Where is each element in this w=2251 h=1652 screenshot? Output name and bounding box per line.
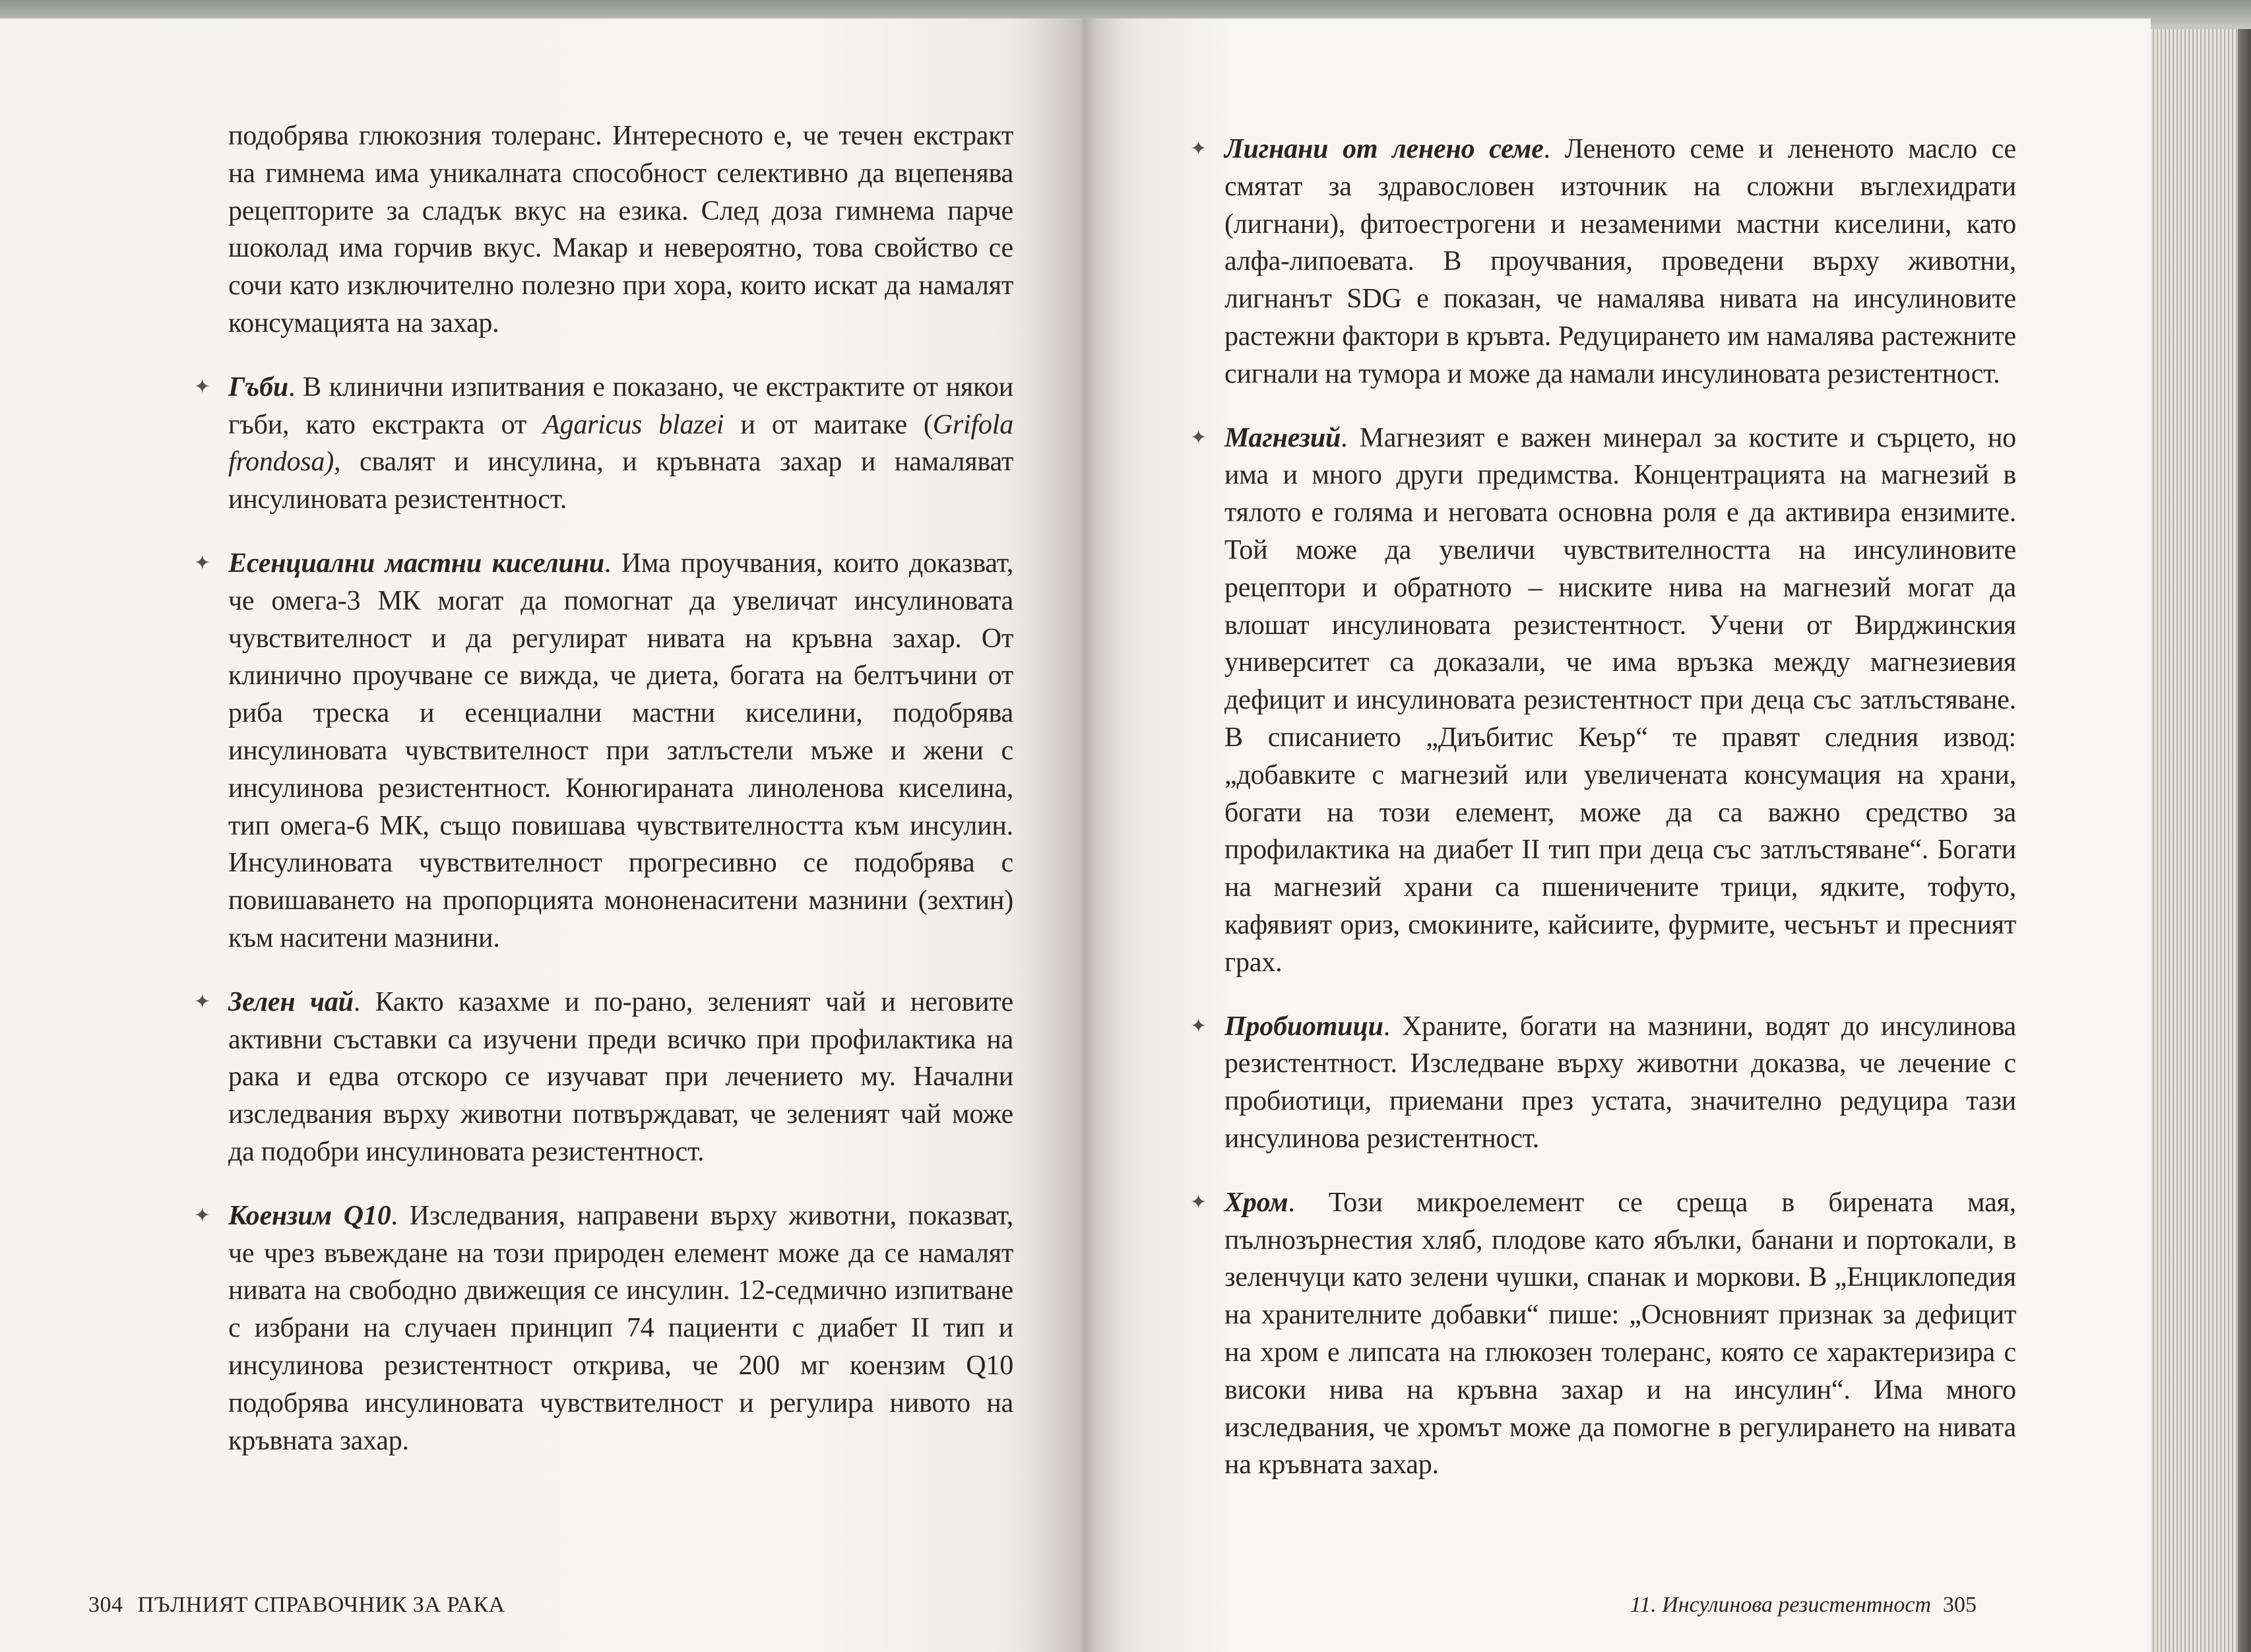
- item-text: и от маитаке (: [724, 409, 933, 440]
- section-title: 11. Инсулинова резистентност: [1630, 1593, 1931, 1617]
- item-term: Гъби: [228, 371, 289, 402]
- item-text: . Както казахме и по-рано, зеленият чай и неговите активни съставки са изучени преди всичко при профилактика на рака и едва отскоро се изучават при лечението му. Начални изследвания върху животни потвърждават, че зеленият чай може да подобри инсулиновата резистентност.: [228, 986, 1013, 1167]
- list-item: [194, 984, 1013, 1171]
- item-term: Пробиотици: [1224, 1011, 1383, 1042]
- item-term: Лигнани от ленено семе: [1224, 134, 1544, 164]
- item-term: Магнезий: [1224, 422, 1341, 453]
- intro-paragraph: подобрява глюкозния толеранс. Интересното е, че течен екстракт на гимнема има уникалната способност селективно да вцепенява рецепторите за сладък вкус на езика. След доза гимнема парче шоколад има горчив вкус. Макар и невероятно, това свойство се сочи като изключително полезно при хора, които искат да намалят консумацията на захар.: [228, 121, 1013, 338]
- left-page-body: [194, 117, 1014, 1486]
- item-term: Коензим Q10: [228, 1200, 391, 1231]
- item-text: . Има проучвания, които доказват, че омега-3 МК могат да помогнат да увеличат инсулиновата чувствителност и да регулират нивата на кръвна захар. От клинично проучване се вижда, че диета, богата на белтъчини от риба треска и есенциални мастни киселини, подобрява инсулиновата чувствителност при затлъстели мъже и жени с инсулинова резистентност. Конюгираната линоленова киселина, тип омега-6 МК, също повишава чувствителността към инсулин. Инсулиновата чувствителност прогресивно се подобрява с повишаването на пропорцията мононенаситени мазнини (зехтин) към наситени мазнини.: [228, 548, 1013, 953]
- book-title: ПЪЛНИЯТ СПРАВОЧНИК ЗА РАКА: [137, 1593, 505, 1617]
- page-number: 305: [1943, 1593, 1977, 1617]
- page-edges-shadow: [2238, 29, 2251, 1652]
- left-page: [0, 18, 1082, 1652]
- bullet-icon: ✦: [194, 552, 210, 574]
- item-text: . Изследвания, направени върху животни, показват, че чрез въвеждане на този природен елемент може да се намалят нивата на свободно движещия се инсулин. 12-седмично изпитване с избрани на случаен принцип 74 пациенти с диабет II тип и инсулинова резистентност открива, че 200 мг коензим Q10 подобрява инсулиновата чувствителност и регулира нивото на кръвната захар.: [228, 1200, 1014, 1456]
- item-text: . Магнезият е важен минерал за костите и сърцето, но има и много други предимства. Концентрацията на магнезий в тялото е голяма и неговата основна роля е да активира ензимите. Той може да увеличи чувствителността на инсулиновите рецептори и обратното – ниските нива на магнезий могат да влошат инсулиновата резистентност. Учени от Вирджинския университет са доказали, че има връзка между магнезиевия дефицит и инсулиновата резистентност при деца със затлъстяване. В списанието „Диъбитис Кеър“ те правят следния извод: „добавките с магнезий или увеличената консумация на храни, богати на този елемент, може да са важно средство за профилактика на диабет II тип при деца със затлъстяване“. Богати на магнезий храни са пшеничените трици, ядките, тофуто, кафявият ориз, смокините, кайсиите, фурмите, чесънът и пресният грах.: [1224, 422, 2016, 978]
- right-page: [1082, 18, 2151, 1652]
- list-item: [1190, 1008, 2016, 1158]
- list-item: [1190, 420, 2016, 982]
- list-item: [194, 545, 1013, 957]
- item-text: . В клинични изпитвания е показано, че екстрактите от някои гъби, като екстракта от: [228, 371, 1013, 440]
- right-page-footer: [1630, 1593, 1977, 1618]
- item-term: Зелен чай: [228, 986, 354, 1017]
- item-text: . Храните, богати на мазнини, водят до инсулинова резистентност. Изследване върху животни доказва, че лечение с пробиотици, приемани през устата, значително редуцира тази инсулинова резистентност.: [1224, 1011, 2016, 1154]
- page-edges: [2151, 29, 2251, 1652]
- item-text: . Този микроелемент се среща в бирената мая, пълнозърнестия хляб, плодове като ябълки, банани и портокали, в зеленчуци като зелени чушки, спанак и моркови. В „Енциклопедия на хранителните добавки“ пише: „Основният признак за дефицит на хром е липсата на глюкозен толеранс, която се характеризира с високи нива на кръвна захар и на инсулин“. Има много изследвания, че хромът може да помогне в регулирането на нивата на кръвната захар.: [1224, 1187, 2016, 1480]
- item-term: Есенциални мастни киселини: [228, 548, 604, 579]
- left-page-footer: [88, 1593, 505, 1618]
- bullet-icon: ✦: [1190, 426, 1207, 449]
- bullet-icon: ✦: [1190, 138, 1207, 160]
- item-text: . Лененото семе и лененото масло се смятат за здравословен източник на сложни въглехидрати (лигнани), фитоестрогени и незаменими мастни киселини, като алфа-липоевата. В проучвания, проведени върху животни, лигнанът SDG е показан, че намалява нивата на инсулиновите растежни фактори в кръвта. Редуцирането им намалява растежните сигнали на тумора и може да намали инсулиновата резистентност.: [1224, 134, 2016, 389]
- list-item: [194, 369, 1014, 519]
- bullet-icon: ✦: [194, 375, 210, 398]
- right-page-body: [1190, 131, 2016, 1510]
- bullet-icon: ✦: [194, 990, 210, 1013]
- item-term: Хром: [1224, 1187, 1288, 1218]
- latin-name: Agaricus blazei: [543, 409, 724, 440]
- list-item: [1190, 131, 2016, 393]
- page-number: 304: [88, 1593, 123, 1617]
- item-text: свалят и инсулина, и кръвната захар и намаляват инсулиновата резистентност.: [228, 447, 1013, 515]
- latin-name: Grifola frondosa),: [228, 409, 1014, 478]
- bullet-icon: ✦: [1190, 1191, 1207, 1213]
- list-item: [194, 1197, 1014, 1460]
- bullet-icon: ✦: [194, 1204, 210, 1226]
- bullet-icon: ✦: [1190, 1015, 1207, 1037]
- list-item: [1190, 1184, 2016, 1484]
